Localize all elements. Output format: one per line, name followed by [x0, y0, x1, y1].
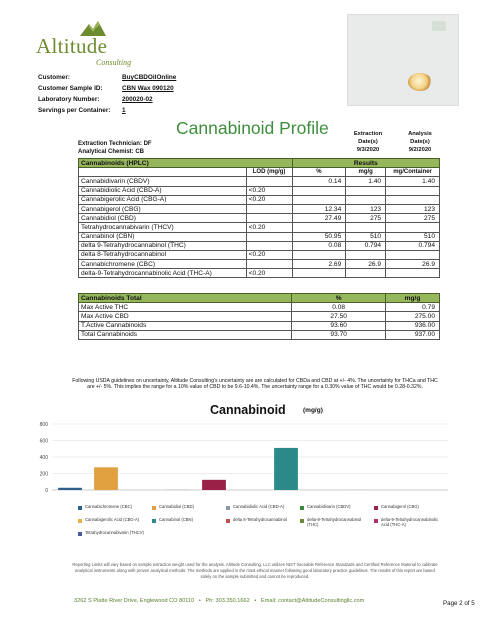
legend-label: Cannabigerol (CBG) [381, 504, 419, 509]
legend-item [226, 505, 293, 510]
table-row: delta-9-Tetrahydrocannabinolic Acid (THC-A) <0.20 [79, 269, 440, 278]
bar-7 [274, 448, 298, 490]
totals-row: Total Cannabinoids 93.70 937.00 [79, 330, 440, 339]
customer-info [38, 72, 176, 116]
meta-row: Customer: BuyCBDOilOnline [38, 74, 177, 81]
report-title: Cannabinoid Profile [176, 118, 329, 138]
legend-item [226, 518, 293, 523]
table-subheader-row: LOD (mg/g) % mg/g mg/Container [79, 168, 440, 177]
technician-info [78, 140, 152, 156]
cannabinoid-results-table [78, 158, 440, 278]
logo-wordmark: Altitude [36, 34, 108, 58]
company-logo [36, 18, 146, 70]
legend-label: Tetrahydrocannabivarin (THCV) [85, 530, 144, 535]
footer-phone: Ph: 303.350.1662 [205, 598, 250, 604]
legend-item [374, 505, 441, 510]
y-tick-label: 400 [39, 455, 48, 461]
disclaimer-text: Reporting Limits will vary based on sample extraction weight used for the analysis. Altitude Consulting, LLC utilizes NIST traceable Reference Standards and Certified Reference Material to calibrate analytical instruments along with proven analytical methods. The methods are applied in the most ethical manner following good laboratory practice guidelines. The results of this report are based solely on the sample submitted and cannot be reproduced. [72, 562, 438, 579]
totals-row: Max Active THC 0.08 0.79 [79, 303, 440, 312]
bar-1 [58, 488, 82, 490]
legend-item [300, 518, 367, 527]
legend-label: Cannabidiolic Acid (CBD-A) [233, 504, 285, 509]
sample-photo [347, 14, 459, 106]
footer-contact: 3262 S Platte River Drive, Englewood CO 80110 • Ph: 303.350.1662 • Email: contact@AltitudeConsultingllc.com [74, 598, 365, 604]
bar-2 [94, 467, 118, 490]
legend-swatch [78, 519, 82, 523]
table-row: Cannabichromene (CBC) 2.69 26.9 26.9 [79, 260, 440, 269]
legend-label: Cannabidiol (CBD) [159, 504, 194, 509]
legend-item [374, 518, 441, 527]
footer-address: 3262 S Platte River Drive, Englewood CO 80110 [74, 598, 195, 604]
page-number: Page 2 of 5 [443, 600, 475, 607]
table-row: Cannabinol (CBN) 50.95 510 510 [79, 232, 440, 241]
extraction-technician: Extraction Technician: DF [78, 141, 152, 147]
totals-row: Max Active CBD 27.50 275.00 [79, 312, 440, 321]
totals-header-row: Cannabinoids Total % mg/g [79, 294, 440, 303]
table-row: Cannabidivarin (CBDV) 0.14 1.40 1.40 [79, 177, 440, 186]
bar-5 [202, 480, 226, 490]
legend-swatch [374, 506, 378, 510]
legend-item [78, 518, 145, 523]
legend-label: Cannabinol (CBN) [159, 517, 193, 522]
chart-unit: (mg/g) [303, 407, 323, 414]
legend-label: delta 8-Tetrahydrocannabinol [233, 517, 288, 522]
legend-swatch [78, 532, 82, 536]
footer-email[interactable]: Email: contact@AltitudeConsultingllc.com [261, 598, 365, 604]
table-row: delta 9-Tetrahydrocannabinol (THC) 0.08 0.794 0.794 [79, 241, 440, 250]
cannabinoid-totals-table [78, 293, 440, 340]
table-row: Tetrahydrocannabivarin (THCV) <0.20 [79, 223, 440, 232]
legend-item [300, 505, 367, 510]
legend-swatch [152, 519, 156, 523]
legend-item [78, 531, 145, 536]
legend-item [78, 505, 145, 510]
table-row: Cannabidiol (CBD) 27.49 275 275 [79, 214, 440, 223]
meta-row: Servings per Container: 1 [38, 107, 126, 114]
y-tick-label: 0 [45, 488, 48, 494]
legend-item [152, 518, 219, 523]
y-tick-label: 800 [39, 422, 48, 428]
cannabinoid-bar-chart [28, 420, 468, 500]
legend-label: delta-9-Tetrahydrocannabinol (THC) [307, 517, 362, 527]
legend-label: delta-9-Tetrahydrocannabinolic Acid (THC-A) [381, 517, 439, 527]
legend-swatch [152, 506, 156, 510]
meta-row: Laboratory Number: 200020-02 [38, 96, 153, 103]
legend-label: Cannabichromene (CBC) [85, 504, 133, 509]
legend-label: Cannabigerolic Acid (CBG-A) [85, 517, 140, 522]
legend-swatch [374, 519, 378, 523]
sample-wax-image [408, 73, 432, 91]
totals-row: T.Active Cannabinoids 93.60 936.00 [79, 321, 440, 330]
uncertainty-note: Following USDA guidelines on uncertainty, Altitude Consulting's uncertainty are are calculated for CBDa and CBD at +/- 4%. The uncertainty for THCa and THC are +/- 5%. This implies the range for a 10% value of CBD to be 9.6-10.4%. The uncertainty range for a 0.30% value of THC would be 0.28-0.32%. [72, 378, 438, 391]
legend-label: Cannabidivarin (CBDV) [307, 504, 351, 509]
table-row: Cannabidiolic Acid (CBD-A) <0.20 [79, 186, 440, 195]
extraction-date: Extraction Date(s) 9/3/2020 [353, 131, 383, 153]
legend-item [152, 505, 219, 510]
meta-row: Customer Sample ID: CBN Wax 090120 [38, 85, 174, 92]
y-tick-label: 200 [39, 471, 48, 478]
table-header-row: Cannabinoids (HPLC) Results [79, 159, 440, 168]
legend-swatch [78, 506, 82, 510]
table-row: Cannabigerolic Acid (CBG-A) <0.20 [79, 195, 440, 204]
analytical-chemist: Analytical Chemist: CB [78, 149, 145, 155]
logo-subtitle: Consulting [96, 58, 132, 67]
legend-swatch [226, 506, 230, 510]
table-row: delta 8-Tetrahydrocannabinol <0.20 [79, 250, 440, 259]
legend-swatch [300, 519, 304, 523]
table-row: Cannabigerol (CBG) 12.34 123 123 [79, 204, 440, 213]
legend-swatch [226, 519, 230, 523]
legend-swatch [300, 506, 304, 510]
analysis-date: Analysis Date(s) 9/2/2020 [408, 131, 432, 153]
chart-title: Cannabinoid [210, 403, 286, 417]
y-tick-label: 600 [39, 438, 48, 445]
